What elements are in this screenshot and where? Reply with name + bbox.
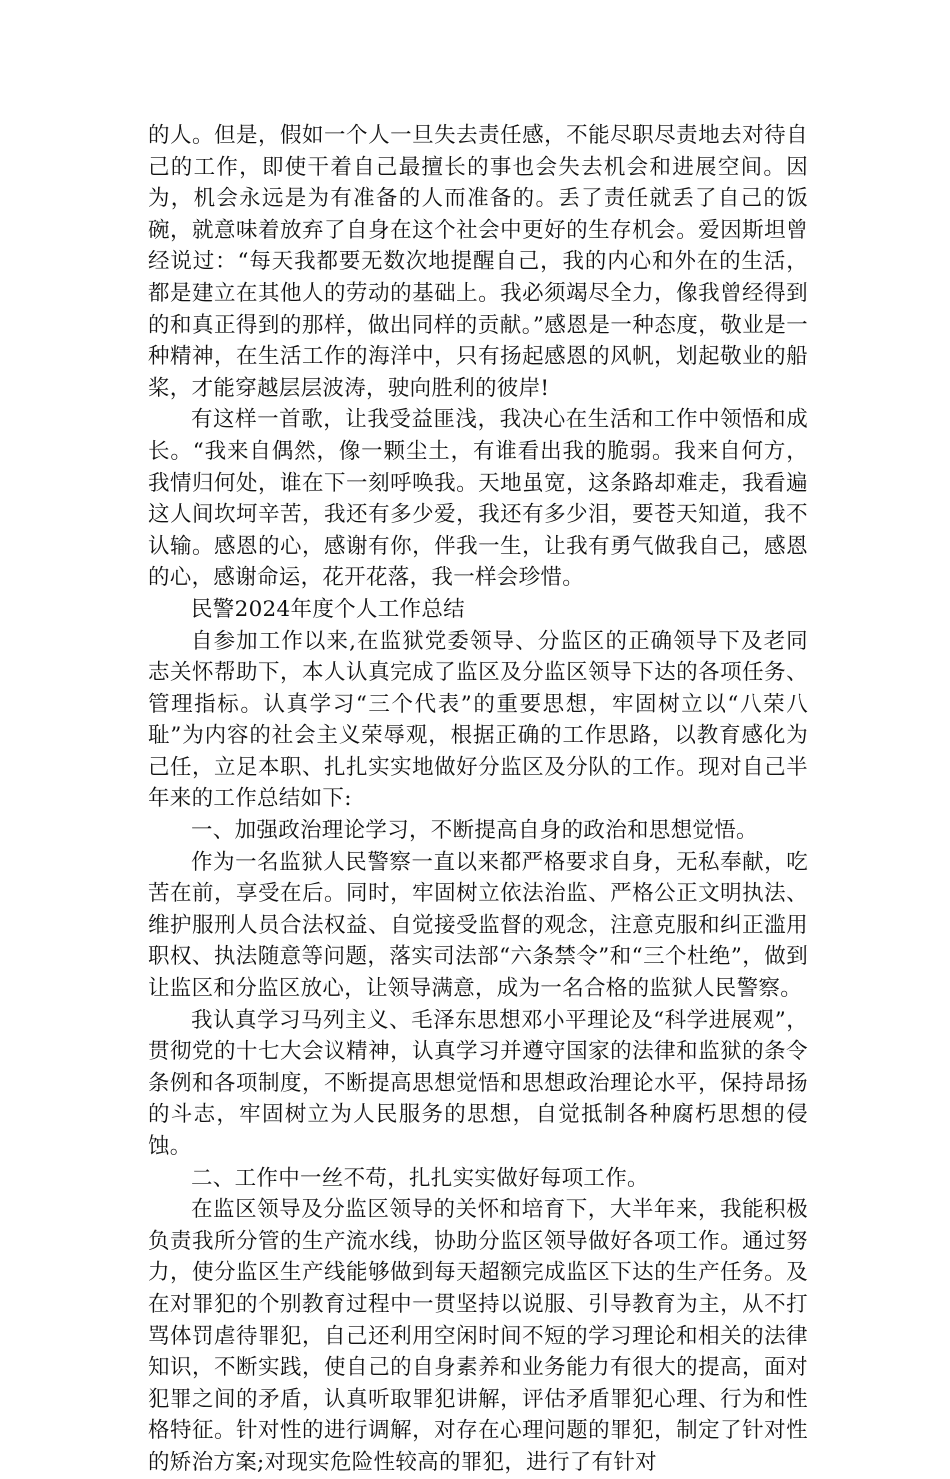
paragraph-discipline: 作为一名监狱人民警察一直以来都严格要求自身，无私奉献，吃苦在前，享受在后。同时，牢固树立依法治监、严格公正文明执法、维护服刑人员合法权益、自觉接受监督的观念，注意克服和纠正滥用职权、执法随意等问题，落实司法部“六条禁令”和“三个杜绝”，做到让监区和分监区放心，让领导满意，成为一名合格的监狱人民警察。 bbox=[148, 849, 808, 1002]
paragraph-work: 在监区领导及分监区领导的关怀和培育下，大半年来，我能积极负责我所分管的生产流水线，协助分监区领导做好各项工作。通过努力，使分监区生产线能够做到每天超额完成监区下达的生产任务。及在对罪犯的个别教育过程中一贯坚持以说服、引导教育为主，从不打骂体罚虐待罪犯，自己还利用空闲时间不短的学习理论和相关的法律知识，不断实践，使自己的自身素养和业务能力有很大的提高，面对犯罪之间的矛盾，认真听取罪犯讲解，评估矛盾罪犯心理、行为和性格特征。针对性的进行调解，对存在心理问题的罪犯，制定了针对性的矫治方案;对现实危险性较高的罪犯，进行了有针对 bbox=[148, 1197, 808, 1475]
paragraph-song: 有这样一首歌，让我受益匪浅，我决心在生活和工作中领悟和成长。“我来自偶然，像一颗尘土，有谁看出我的脆弱。我来自何方，我情归何处，谁在下一刻呼唤我。天地虽宽，这条路却难走，我看遍这人间坎坷辛苦，我还有多少爱，我还有多少泪，要苍天知道，我不认输。感恩的心，感谢有你，伴我一生，让我有勇气做我自己，感恩的心，感谢命运，花开花落，我一样会珍惜。 bbox=[148, 407, 808, 591]
paragraph-intro: 自参加工作以来,在监狱党委领导、分监区的正确领导下及老同志关怀帮助下，本人认真完成了监区及分监区领导下达的各项任务、管理指标。认真学习“三个代表”的重要思想，牢固树立以“八荣八耻”为内容的社会主义荣辱观，根据正确的工作思路，以教育感化为己任，立足本职、扎扎实实地做好分监区及分队的工作。现对自己半年来的工作总结如下: bbox=[148, 628, 808, 812]
document-title: 民警2024年度个人工作总结 bbox=[191, 596, 465, 622]
section-heading-2: 二、工作中一丝不苟，扎扎实实做好每项工作。 bbox=[191, 1165, 649, 1191]
paragraph-study: 我认真学习马列主义、毛泽东思想邓小平理论及“科学进展观”，贯彻党的十七大会议精神，认真学习并遵守国家的法律和监狱的条令条例和各项制度，不断提高思想觉悟和思想政治理论水平，保持昂扬的斗志，牢固树立为人民服务的思想，自觉抵制各种腐朽思想的侵蚀。 bbox=[148, 1007, 808, 1159]
paragraph-continuation: 的人。但是，假如一个人一旦失去责任感，不能尽职尽责地去对待自己的工作，即使干着自己最擅长的事也会失去机会和进展空间。因为，机会永远是为有准备的人而准备的。丢了责任就丢了自己的饭碗，就意味着放弃了自身在这个社会中更好的生存机会。爱因斯坦曾经说过：“每天我都要无数次地提醒自己，我的内心和外在的生活，都是建立在其他人的劳动的基础上。我必须竭尽全力，像我曾经得到的和真正得到的那样，做出同样的贡献。”感恩是一种态度，敬业是一种精神，在生活工作的海洋中，只有扬起感恩的风帆，划起敬业的船桨，才能穿越层层波涛，驶向胜利的彼岸! bbox=[148, 123, 808, 401]
section-heading-1: 一、加强政治理论学习，不断提高自身的政治和思想觉悟。 bbox=[191, 818, 758, 844]
document-body bbox=[148, 120, 808, 1479]
